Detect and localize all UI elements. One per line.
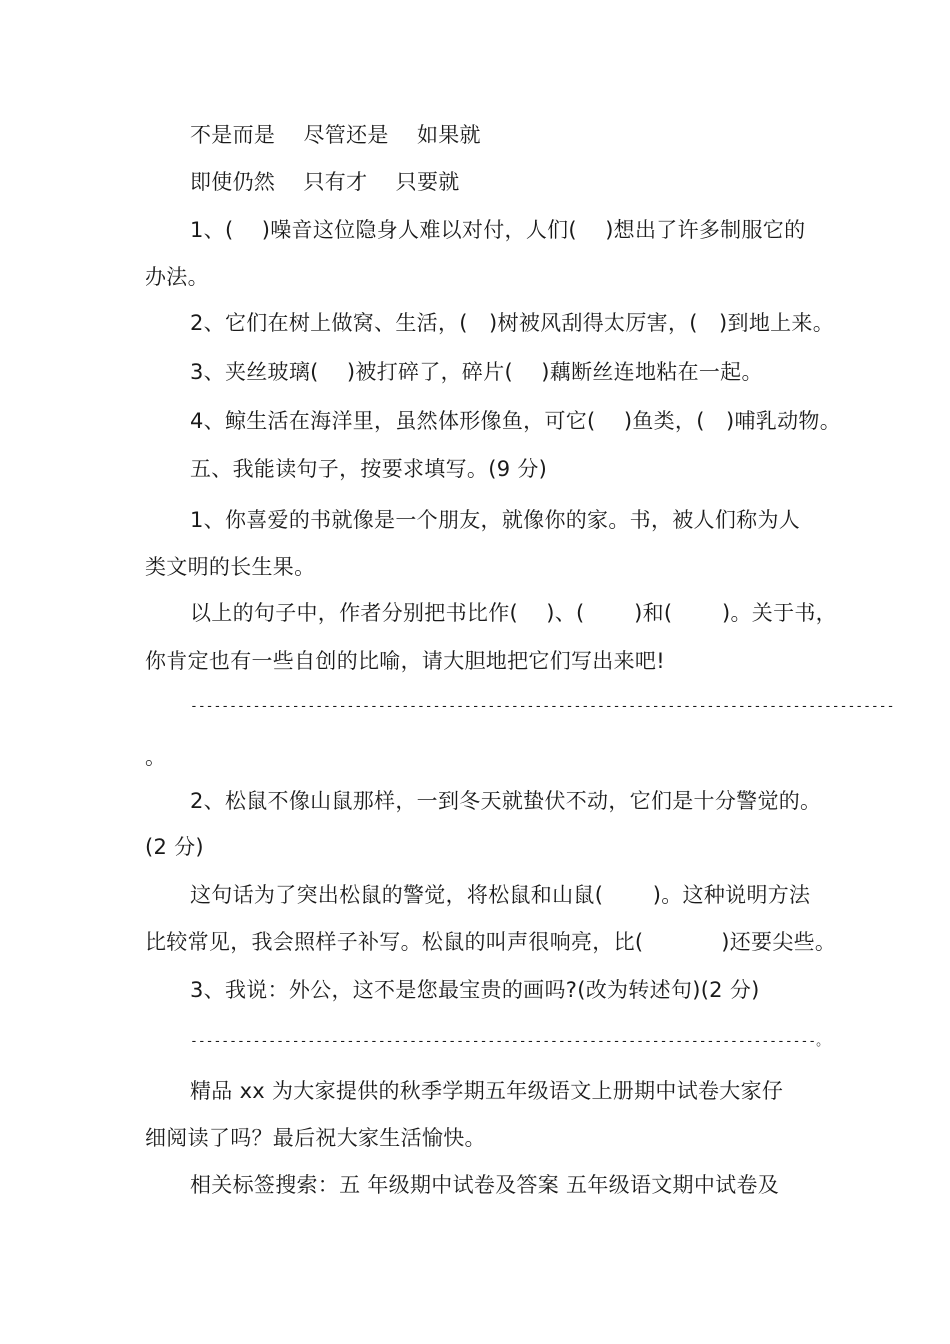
question-4: 4、鲸生活在海洋里，虽然体形像鱼，可它( )鱼类，( )哺乳动物。 [190, 409, 842, 433]
section-five-q1-line-2: 类文明的长生果。 [145, 555, 316, 579]
section-five-q2-points: (2 分) [145, 835, 204, 859]
question-1-line-1: 1、( )噪音这位隐身人难以对付，人们( )想出了许多制服它的 [190, 218, 806, 242]
closing-line-2: 细阅读了吗？最后祝大家生活愉快。 [145, 1126, 486, 1150]
question-3: 3、夹丝玻璃( )被打碎了，碎片( )藕断丝连地粘在一起。 [190, 360, 763, 384]
closing-line-1: 精品 xx 为大家提供的秋季学期五年级语文上册期中试卷大家仔 [190, 1079, 784, 1103]
section-five-q1-prompt-line-2: 你肯定也有一些自创的比喻，请大胆地把它们写出来吧! [145, 649, 665, 673]
section-five-heading: 五、我能读句子，按要求填写。(9 分) [190, 457, 548, 481]
question-2: 2、它们在树上做窝、生活，( )树被风刮得太厉害，( )到地上来。 [190, 311, 835, 335]
section-five-q3: 3、我说：外公，这不是您最宝贵的画吗?(改为转述句)(2 分) [190, 978, 760, 1002]
section-five-q2-prompt-line-1: 这句话为了突出松鼠的警觉，将松鼠和山鼠( )。这种说明方法 [190, 883, 811, 907]
related-tags-line: 相关标签搜索：五 年级期中试卷及答案 五年级语文期中试卷及 [190, 1173, 780, 1197]
answer-dash-line-1: ------------------------------------------------------------------------------------------ [190, 699, 895, 714]
answer-line-1-end: 。 [145, 745, 167, 769]
section-five-q2-prompt-line-2: 比较常见，我会照样子补写。松鼠的叫声很响亮，比( )还要尖些。 [145, 930, 837, 954]
conjunction-options-row-1: 不是而是 尽管还是 如果就 [190, 123, 481, 147]
conjunction-options-row-2: 即使仍然 只有才 只要就 [190, 170, 460, 194]
question-1-line-2: 办法。 [145, 265, 209, 289]
section-five-q2-line-1: 2、松鼠不像山鼠那样，一到冬天就蛰伏不动，它们是十分警觉的。 [190, 789, 822, 813]
section-five-q1-prompt-line-1: 以上的句子中，作者分别把书比作( )、( )和( )。关于书， [190, 601, 837, 625]
section-five-q1-line-1: 1、你喜爱的书就像是一个朋友，就像你的家。书，被人们称为人 [190, 508, 801, 532]
answer-dash-line-2: --------------------------------------------------------------------------------。 [190, 1034, 830, 1049]
